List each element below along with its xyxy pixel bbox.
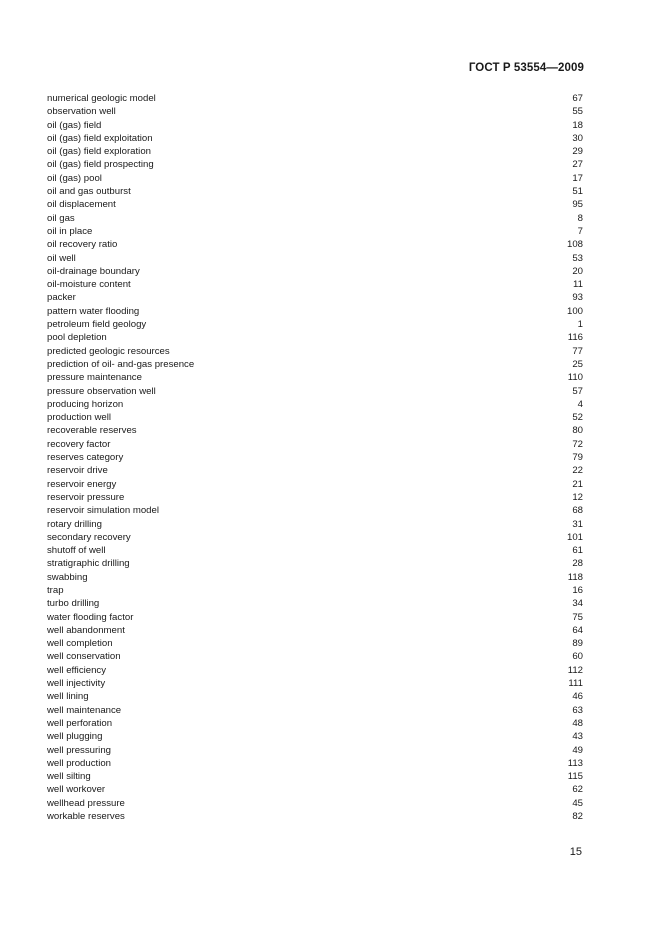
index-term: producing horizon [47,398,124,410]
index-page-ref: 29 [572,146,583,158]
index-term: prediction of oil- and-gas presence [47,358,195,370]
index-page-ref: 27 [572,159,583,171]
index-entry [47,398,583,411]
index-page-ref: 48 [572,717,583,729]
index-page-ref: 89 [572,638,583,650]
index-term: oil recovery ratio [47,239,118,251]
index-entry [47,770,583,783]
index-term: production well [47,412,111,424]
index-term: well conservation [47,651,121,663]
index-term: well injectivity [47,678,106,690]
index-page-ref: 100 [566,305,583,317]
document-standard-number: ГОСТ Р 53554—2009 [468,62,584,74]
index-term: well lining [47,691,89,703]
index-page-ref: 20 [572,265,583,277]
index-page-ref: 60 [572,651,583,663]
index-term: well completion [47,638,113,650]
index-term: well efficiency [47,664,107,676]
index-page-ref: 64 [572,624,583,636]
term-index-list [47,92,583,823]
index-entry [47,158,583,171]
index-term: turbo drilling [47,598,100,610]
index-page-ref: 118 [567,571,583,583]
index-page-ref: 115 [567,771,583,783]
index-page-ref: 101 [566,531,583,543]
index-entry [47,331,583,344]
index-term: well maintenance [47,704,122,716]
index-entry [47,358,583,371]
index-entry [47,424,583,437]
index-entry [47,318,583,331]
index-entry [47,571,583,584]
index-page-ref: 113 [567,757,583,769]
index-page-ref: 11 [573,279,583,291]
index-page-ref: 49 [572,744,583,756]
index-term: shutoff of well [47,545,106,557]
index-page-ref: 55 [572,106,583,118]
index-term: well perforation [47,717,113,729]
index-page-ref: 110 [567,372,583,384]
index-entry [47,265,583,278]
index-entry [47,252,583,265]
index-page-ref: 63 [572,704,583,716]
index-entry [47,624,583,637]
index-entry [47,185,583,198]
index-entry [47,438,583,451]
index-term: well silting [47,771,91,783]
index-term: reservoir pressure [47,491,125,503]
index-entry [47,717,583,730]
index-term: reserves category [47,452,124,464]
index-page-ref: 67 [572,93,583,104]
index-term: oil (gas) field exploitation [47,132,153,144]
index-term: water flooding factor [47,611,134,623]
index-term: oil-moisture content [47,279,131,291]
index-page-ref: 111 [568,678,583,690]
index-page-ref: 16 [572,584,583,596]
index-entry [47,411,583,424]
index-entry [47,172,583,185]
index-term: predicted geologic resources [47,345,170,357]
index-page-ref: 45 [572,797,583,809]
index-term: reservoir drive [47,465,108,477]
index-term: oil displacement [47,199,116,211]
index-entry [47,278,583,291]
index-page-ref: 62 [572,784,583,796]
index-entry [47,637,583,650]
index-entry [47,132,583,145]
index-entry [47,238,583,251]
index-entry [47,491,583,504]
index-page-ref: 21 [572,478,583,490]
index-term: oil (gas) pool [47,172,102,184]
index-term: oil (gas) field prospecting [47,159,154,171]
index-page-ref: 8 [577,212,583,224]
index-term: secondary recovery [47,531,131,543]
index-entry [47,557,583,570]
index-page-ref: 82 [572,811,583,823]
index-term: oil (gas) field [47,119,102,131]
index-entry [47,797,583,810]
index-term: reservoir energy [47,478,117,490]
index-term: packer [47,292,76,304]
index-entry [47,664,583,677]
index-term: rotary drilling [47,518,102,530]
index-entry [47,225,583,238]
index-entry [47,783,583,796]
index-page-ref: 112 [567,664,583,676]
index-page-ref: 57 [572,385,583,397]
index-page-ref: 80 [572,425,583,437]
index-page-ref: 30 [572,132,583,144]
index-entry [47,757,583,770]
index-entry [47,650,583,663]
index-term: swabbing [47,571,88,583]
index-term: numerical geologic model [47,93,156,104]
index-page-ref: 72 [572,438,583,450]
index-term: well abandonment [47,624,125,636]
index-page-ref: 75 [572,611,583,623]
index-page-ref: 31 [572,518,583,530]
index-term: pattern water flooding [47,305,140,317]
index-term: recoverable reserves [47,425,137,437]
index-entry [47,478,583,491]
index-entry [47,730,583,743]
index-page-ref: 53 [572,252,583,264]
index-page-ref: 79 [572,452,583,464]
index-page-ref: 1 [577,319,583,331]
index-entry [47,464,583,477]
index-term: well workover [47,784,106,796]
index-page-ref: 7 [577,225,583,237]
index-entry [47,451,583,464]
index-term: well production [47,757,111,769]
index-entry [47,145,583,158]
index-term: wellhead pressure [47,797,125,809]
index-entry [47,291,583,304]
index-page-ref: 68 [572,505,583,517]
index-term: pressure observation well [47,385,156,397]
index-entry [47,385,583,398]
index-entry [47,690,583,703]
index-term: oil-drainage boundary [47,265,140,277]
index-page-ref: 22 [572,465,583,477]
index-page-ref: 61 [572,545,583,557]
index-page-ref: 116 [567,332,583,344]
index-entry [47,677,583,690]
index-entry [47,504,583,517]
index-entry [47,704,583,717]
index-term: oil in place [47,225,93,237]
index-page-ref: 95 [572,199,583,211]
index-page-ref: 93 [572,292,583,304]
index-page-ref: 52 [572,412,583,424]
index-term: pool depletion [47,332,107,344]
index-entry [47,345,583,358]
index-entry [47,119,583,132]
index-term: pressure maintenance [47,372,142,384]
index-term: well pressuring [47,744,111,756]
index-entry [47,597,583,610]
index-page-ref: 25 [572,358,583,370]
index-entry [47,544,583,557]
index-entry [47,744,583,757]
index-page-ref: 4 [577,398,583,410]
index-entry [47,212,583,225]
index-entry [47,198,583,211]
index-term: oil (gas) field exploration [47,146,151,158]
index-term: oil well [47,252,76,264]
index-page-ref: 12 [572,491,583,503]
index-page-ref: 17 [572,172,583,184]
index-page-ref: 77 [572,345,583,357]
index-page-ref: 51 [572,186,583,198]
index-page-ref: 46 [572,691,583,703]
index-term: trap [47,584,64,596]
index-entry [47,531,583,544]
index-term: oil and gas outburst [47,186,131,198]
index-term: oil gas [47,212,75,224]
index-page-ref: 34 [572,598,583,610]
index-term: well plugging [47,731,103,743]
index-page-ref: 18 [572,119,583,131]
index-term: reservoir simulation model [47,505,159,517]
index-page-ref: 108 [566,239,583,251]
index-term: workable reserves [47,811,125,823]
index-entry [47,92,583,105]
index-term: stratigraphic drilling [47,558,130,570]
index-entry [47,611,583,624]
index-page-ref: 43 [572,731,583,743]
index-entry [47,810,583,823]
index-term: petroleum field geology [47,319,147,331]
index-term: observation well [47,106,116,118]
index-term: recovery factor [47,438,111,450]
index-entry [47,305,583,318]
index-entry [47,584,583,597]
index-entry [47,518,583,531]
index-entry [47,105,583,118]
page-number: 15 [569,846,582,858]
index-page-ref: 28 [572,558,583,570]
index-entry [47,371,583,384]
